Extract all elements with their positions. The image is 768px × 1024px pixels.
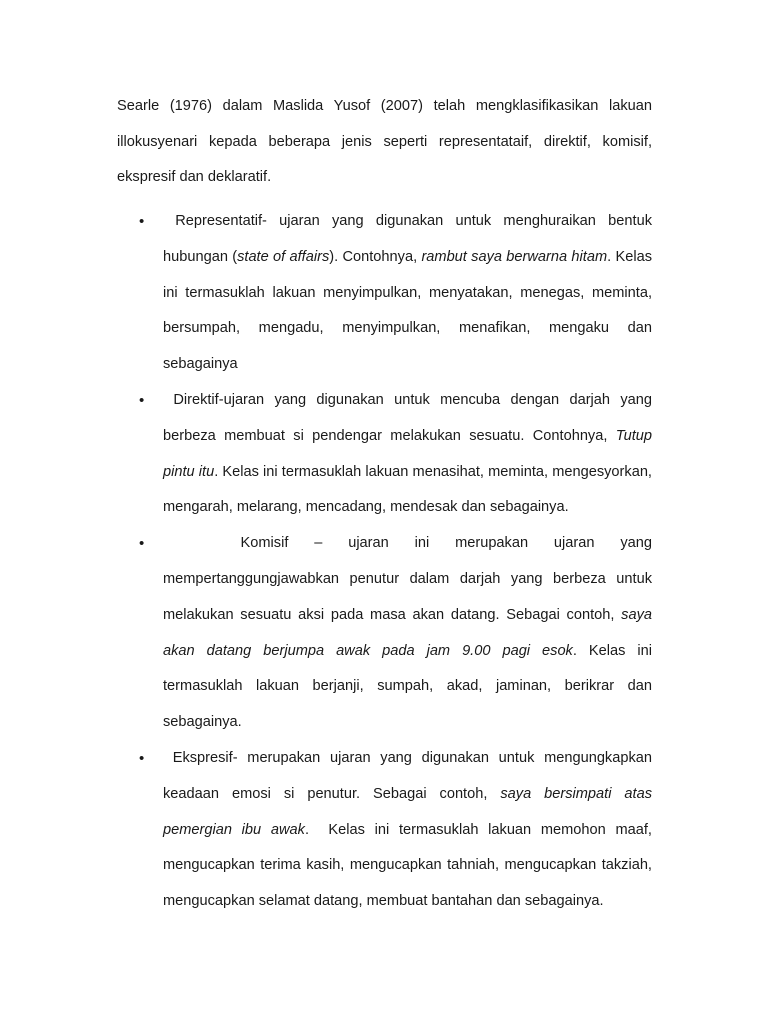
- text-run: . Kelas ini termasuklah lakuan menasihat, meminta, mengesyorkan, mengarah, melarang, mencadang, mendesak dan sebagainya.: [163, 463, 652, 516]
- italic-example: Tutup pintu itu: [163, 427, 652, 480]
- item-text: [163, 383, 652, 526]
- list-item-direktif: [0, 383, 768, 526]
- list-item-representatif: [0, 204, 768, 383]
- item-text: [163, 526, 652, 741]
- text-run: mempertanggungjawabkan penutur dalam darjah yang berbeza untuk melakukan sesuatu aksi pada masa akan datang. Sebagai contoh,: [163, 570, 652, 623]
- italic-term: state of affairs: [237, 248, 330, 265]
- text-run: Representatif- ujaran yang digunakan untuk menghuraikan bentuk hubungan (: [163, 213, 652, 265]
- bullet-icon: •: [139, 391, 145, 409]
- item-text: [163, 204, 652, 383]
- intro-paragraph: Searle (1976) dalam Maslida Yusof (2007) telah mengklasifikasikan lakuan illokusyenari kepada beberapa jenis seperti representataif, direktif, komisif, ekspresif dan deklaratif.: [117, 98, 652, 185]
- text-run: . Kelas ini termasuklah lakuan memohon maaf, mengucapkan terima kasih, mengucapkan tahniah, mengucapkan takziah, mengucapkan selamat datang, membuat bantahan dan sebagainya.: [163, 821, 652, 910]
- text-run: Direktif-ujaran yang digunakan untuk mencuba dengan darjah yang berbeza membuat si pendengar melakukan sesuatu. Contohnya,: [163, 391, 652, 444]
- list-item-komisif: [0, 526, 768, 741]
- bullet-icon: •: [139, 213, 145, 230]
- italic-example: rambut saya berwarna hitam: [421, 248, 608, 265]
- item-text: [163, 741, 652, 920]
- bullet-icon: •: [139, 749, 145, 767]
- bullet-icon: •: [139, 535, 145, 553]
- speech-act-list: [0, 204, 768, 920]
- text-run: . Kelas ini termasuklah lakuan berjanji, sumpah, akad, jaminan, berikrar dan sebagainya.: [163, 642, 652, 731]
- list-item-ekspresif: [0, 741, 768, 920]
- text-run: . Kelas ini termasuklah lakuan menyimpulkan, menyatakan, menegas, meminta, bersumpah, mengadu, menyimpulkan, menafikan, mengaku dan sebagainya: [163, 248, 652, 373]
- italic-example: saya bersimpati atas pemergian ibu awak: [163, 785, 652, 838]
- text-run: Ekspresif- merupakan ujaran yang digunakan untuk mengungkapkan keadaan emosi si penutur. Sebagai contoh,: [163, 749, 652, 802]
- text-run: ). Contohnya,: [329, 248, 422, 265]
- italic-example: saya akan datang berjumpa awak pada jam 9.00 pagi esok: [163, 606, 652, 659]
- text-run-first-line: Komisif – ujaran ini merupakan ujaran yang: [163, 535, 652, 552]
